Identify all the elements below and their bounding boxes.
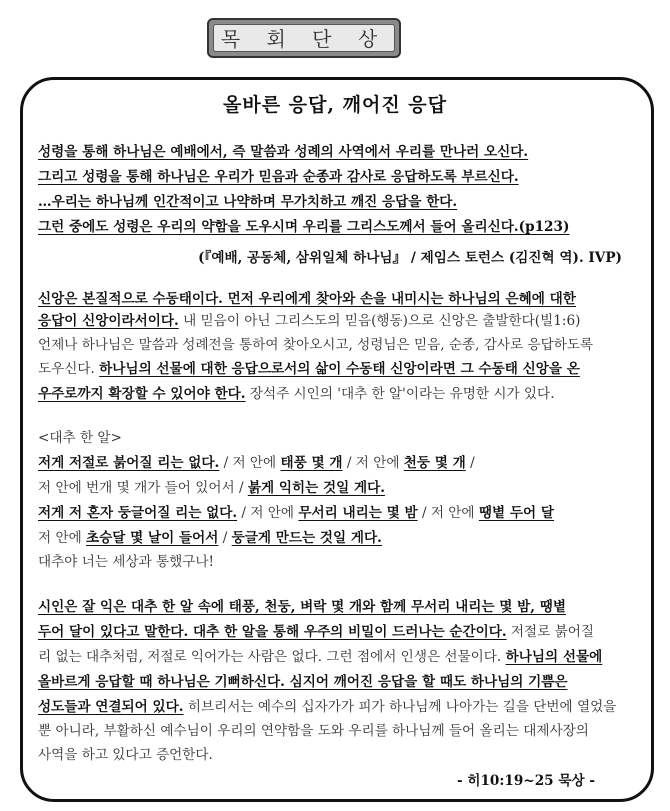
quote-line-3: …우리는 하나님께 인간적이고 나약하며 무가치하고 깨진 응답을 한다. bbox=[38, 194, 458, 210]
poem-3b: / 저 안에 bbox=[237, 505, 299, 521]
poem-1c: 태풍 몇 개 bbox=[280, 455, 343, 471]
poem-4b: 초승달 몇 날이 들어서 bbox=[86, 530, 219, 546]
p2-line-4 bbox=[38, 360, 580, 379]
poem-3c: 무서리 내리는 몇 밤 bbox=[298, 505, 418, 521]
poem-4a: 저 안에 bbox=[38, 530, 87, 546]
p3-3b: 하나님의 선물에 bbox=[505, 649, 603, 665]
p2-line-2 bbox=[38, 312, 580, 331]
p3-line-1: 시인은 잘 익은 대추 한 알 속에 태풍, 천둥, 벼락 몇 개와 함께 무서리 내리는 몇 밤, 땡볕 bbox=[38, 599, 566, 615]
poem-1f: / bbox=[465, 455, 475, 471]
poem-line-4 bbox=[38, 529, 382, 548]
p3-5a: 성도들과 연결되어 있다. bbox=[38, 699, 184, 715]
p3-line-6: 뿐 아니라, 부활하신 예수님이 우리의 연약함을 도와 우리를 하나님께 들어 올리는 대제사장의 bbox=[38, 723, 589, 739]
p2-line-4-text: 도우신다. bbox=[38, 361, 100, 377]
section-header-tab bbox=[207, 18, 401, 58]
poem-3a: 저게 저 혼자 둥글어질 리는 없다. bbox=[38, 505, 238, 521]
quote-line-4: 그런 중에도 성령은 우리의 약함을 도우시며 우리를 그리스도께서 들어 올리신다.(p123) bbox=[38, 219, 570, 235]
section-header-label: 목 회 단 상 bbox=[213, 24, 395, 52]
poem-title: <대추 한 알> bbox=[38, 430, 122, 446]
p3-2a: 두어 달이 있다고 말한다. 대추 한 알을 통해 우주의 비밀이 드러나는 순간이다. bbox=[38, 624, 507, 640]
quote-line-2: 그리고 성령을 통해 하나님은 우리가 믿음과 순종과 감사로 응답하도록 부르신다. bbox=[38, 169, 519, 185]
p2-line-3: 언제나 하나님은 말씀과 성례전을 통하여 찾아오시고, 성령님은 믿음, 순종, 감사로 응답하도록 bbox=[38, 337, 594, 353]
poem-1a: 저게 저절로 붉어질 리는 없다. bbox=[38, 455, 220, 471]
p2-line-5-emphasis: 우주로까지 확장할 수 있어야 한다. bbox=[38, 386, 246, 402]
p3-3a: 리 없는 대추처럼, 저절로 익어가는 사람은 없다. 그런 점에서 인생은 선물이다. bbox=[38, 649, 506, 665]
signature: - 히10:19~25 묵상 - bbox=[456, 773, 595, 789]
poem-1b: / 저 안에 bbox=[219, 455, 281, 471]
poem-1d: / 저 안에 bbox=[342, 455, 404, 471]
p2-line-2-text: 내 믿음이 아닌 그리스도의 믿음(행동)으로 신앙은 출발한다(빌1:6) bbox=[178, 313, 581, 329]
poem-3e: 땡볕 두어 달 bbox=[478, 505, 555, 521]
poem-line-3 bbox=[38, 504, 554, 523]
p2-line-5 bbox=[38, 385, 555, 404]
p3-5b: 히브리서는 예수의 십자가가 피가 하나님께 나아가는 길을 단번에 열었을 bbox=[183, 699, 617, 715]
poem-line-1 bbox=[38, 454, 475, 473]
quote-line-1: 성령을 통해 하나님은 예배에서, 즉 말씀과 성례의 사역에서 우리를 만나러 오신다. bbox=[38, 144, 529, 160]
poem-4d: 둥글게 만드는 것일 게다. bbox=[231, 530, 382, 546]
poem-2a: 저 안에 번개 몇 개가 들어 있어서 / bbox=[38, 480, 248, 496]
poem-3d: / 저 안에 bbox=[417, 505, 479, 521]
poem-4c: / bbox=[218, 530, 232, 546]
article-title: 올바른 응답, 깨어진 응답 bbox=[223, 94, 447, 116]
p3-line-7: 사역을 하고 있다고 증언한다. bbox=[38, 747, 213, 763]
poem-line-5: 대추야 너는 세상과 통했구나! bbox=[38, 554, 215, 570]
p3-line-5 bbox=[38, 698, 616, 717]
quote-citation: (『예배, 공동체, 삼위일체 하나님』 / 제임스 토런스 (김진혁 역). IVP) bbox=[198, 250, 622, 266]
p2-line-1: 신앙은 본질적으로 수동태이다. 먼저 우리에게 찾아와 손을 내미시는 하나님의 은혜에 대한 bbox=[38, 291, 576, 307]
poem-1e: 천둥 몇 개 bbox=[403, 455, 466, 471]
p2-line-2-emphasis: 응답이 신앙이라서이다. bbox=[38, 313, 179, 329]
p2-line-4-emphasis: 하나님의 선물에 대한 응답으로서의 삶이 수동태 신앙이라면 그 수동태 신앙을 온 bbox=[99, 361, 580, 377]
poem-line-2 bbox=[38, 479, 385, 498]
poem-2b: 붉게 익히는 것일 게다. bbox=[247, 480, 385, 496]
p3-line-3 bbox=[38, 648, 602, 667]
p2-line-5-text: 장석주 시인의 '대추 한 알'이라는 유명한 시가 있다. bbox=[245, 386, 555, 402]
p3-line-2 bbox=[38, 623, 594, 642]
p3-2b: 저절로 붉어질 bbox=[506, 624, 595, 640]
p3-line-4: 올바르게 응답할 때 하나님은 기뻐하신다. 심지어 깨어진 응답을 할 때도 하나님의 기쁨은 bbox=[38, 674, 568, 690]
